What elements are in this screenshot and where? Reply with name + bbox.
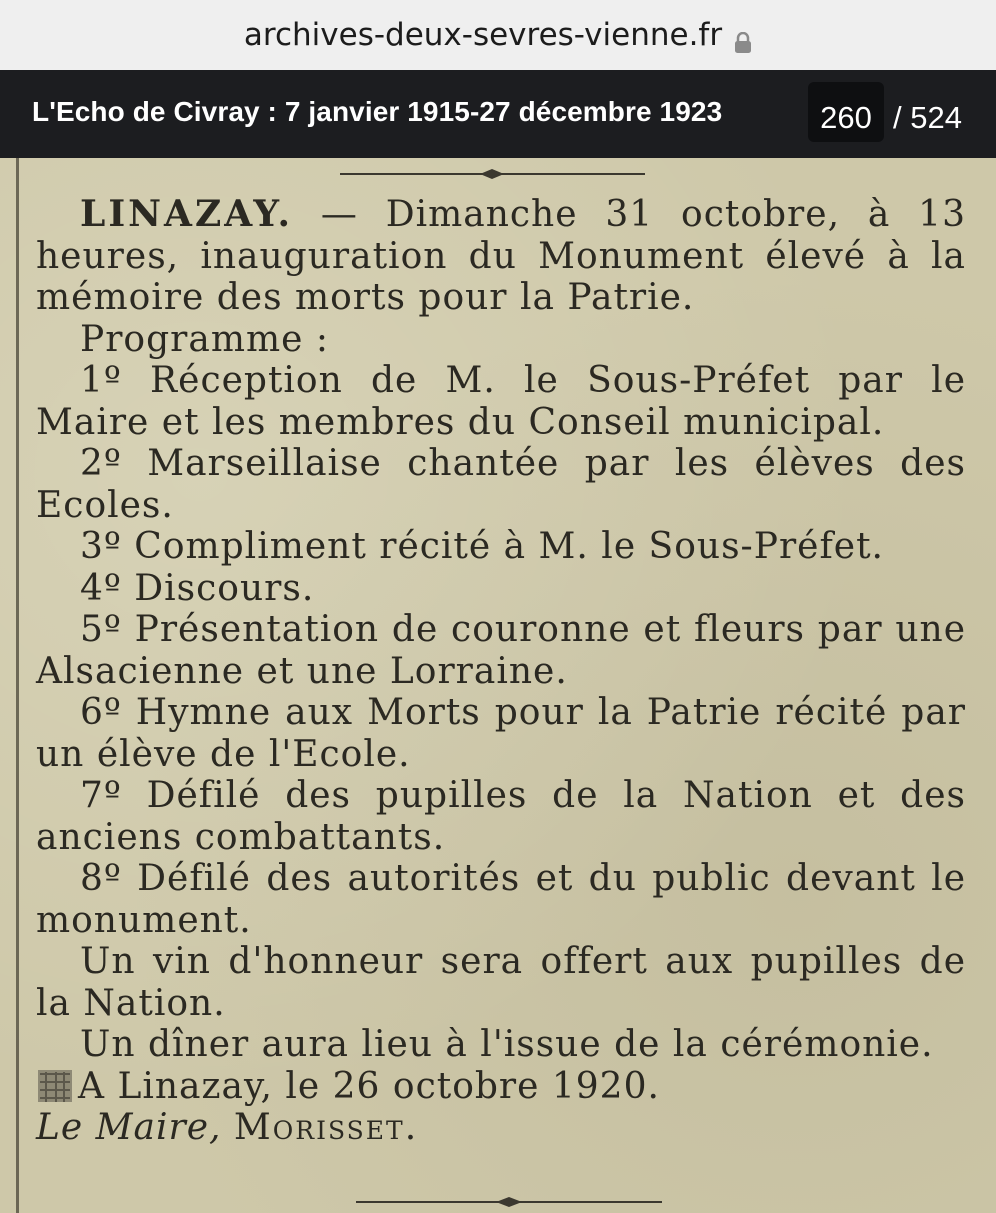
program-item-5: 5º Présentation de couronne et fleurs par une Alsacienne et une Lorraine. <box>36 609 966 692</box>
signature-name: Morisset. <box>233 1107 419 1148</box>
article-intro <box>36 194 966 319</box>
dinner-notice: Un dîner aura lieu à l'issue de la cérémonie. <box>80 1024 934 1065</box>
article-intro-text: — Dimanche 31 octobre, à 13 heures, inauguration du Monument élevé à la mémoire des morts pour la Patrie. <box>36 194 966 318</box>
program-item-4: 4º Discours. <box>80 567 315 609</box>
page-total: / 524 <box>893 100 962 135</box>
document-title: L'Echo de Civray : 7 janvier 1915-27 décembre 1923 <box>32 96 723 127</box>
program-item-6: 6º Hymne aux Morts pour la Patrie récité par un élève de l'Ecole. <box>36 692 966 775</box>
lock-icon <box>734 26 752 48</box>
program-label: Programme : <box>80 318 329 360</box>
bottom-ornament-rule <box>356 1196 662 1208</box>
program-item-8: 8º Défilé des autorités et du public devant le monument. <box>36 858 966 941</box>
program-item-2: 2º Marseillaise chantée par les élèves des Ecoles. <box>36 443 966 526</box>
program-item-3: 3º Compliment récité à M. le Sous-Préfet. <box>80 526 884 567</box>
page-number-input[interactable]: 260 <box>808 82 884 142</box>
signature-role: Le Maire, <box>36 1107 222 1148</box>
place-date-text: A Linazay, le 26 octobre 1920. <box>78 1065 660 1107</box>
place-date <box>36 1066 966 1108</box>
smudge-mark <box>36 1068 74 1104</box>
signature <box>36 1107 966 1149</box>
newspaper-scan[interactable] <box>0 158 996 1213</box>
url-text[interactable]: archives-deux-sevres-vienne.fr <box>243 17 723 53</box>
wine-notice: Un vin d'honneur sera offert aux pupilles de la Nation. <box>36 941 966 1024</box>
address-bar[interactable] <box>0 0 996 70</box>
top-ornament-rule <box>340 168 645 180</box>
program-item-7: 7º Défilé des pupilles de la Nation et des anciens combattants. <box>36 775 966 858</box>
article <box>36 194 966 1149</box>
article-heading: LINAZAY. <box>80 193 293 235</box>
viewer-header <box>0 70 996 158</box>
program-item-1: 1º Réception de M. le Sous-Préfet par le Maire et les membres du Conseil municipal. <box>36 360 966 443</box>
column-rule <box>16 158 19 1213</box>
